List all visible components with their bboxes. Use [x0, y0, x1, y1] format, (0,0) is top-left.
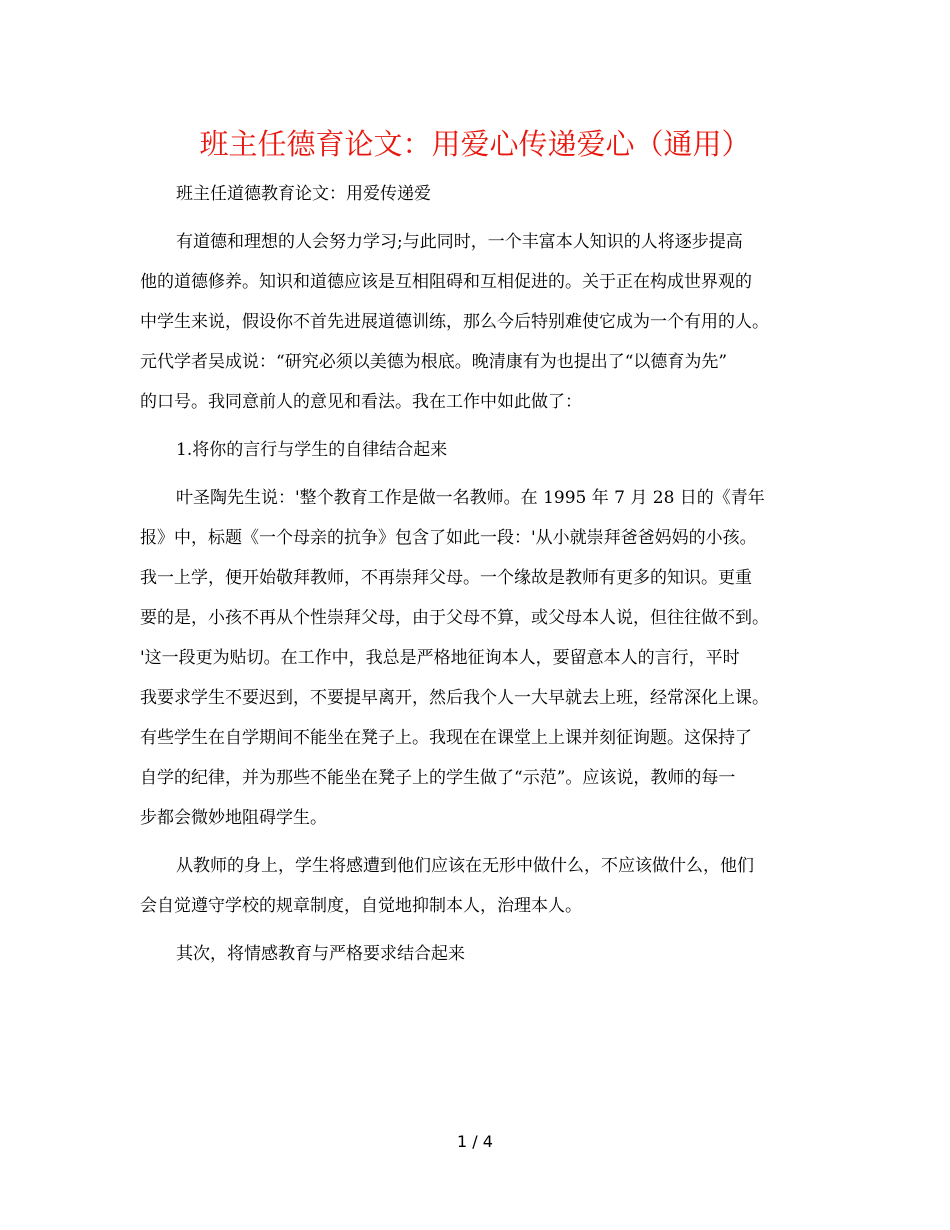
text-line: 要的是，小孩不再从个性崇拜父母，由于父母不算，或父母本人说，但往往做不到。 [140, 608, 769, 628]
page-number: 1 / 4 [457, 1132, 493, 1151]
text-line: 其次，将情感教育与严格要求结合起来 [176, 944, 465, 964]
document-title: 班主任德育论文：用爱心传递爱心（通用） [199, 127, 751, 161]
text-line: 报》中，标题《一个母亲的抗争》包含了如此一段：'从小就崇拜爸爸妈妈的小孩。 [140, 528, 757, 548]
text-line: 从教师的身上，学生将感遭到他们应该在无形中做什么，不应该做什么，他们 [176, 856, 754, 876]
section-heading-1 [140, 430, 810, 470]
text-line: 自学的纪律，并为那些不能坐在凳子上的学生做了“示范”。应该说，教师的每一 [140, 768, 736, 788]
section-heading-2 [140, 934, 810, 974]
paragraph-1 [140, 222, 810, 422]
text-line: 他的道德修养。知识和道德应该是互相阻碍和互相促进的。关于正在构成世界观的 [140, 272, 752, 292]
text-line: 我一上学，便开始敬拜教师，不再崇拜父母。一个缘故是教师有更多的知识。更重 [140, 568, 752, 588]
text-line: 中学生来说，假设你不首先进展道德训练，那么今后特别难使它成为一个有用的人。 [140, 312, 769, 332]
text-line: 我要求学生不要迟到，不要提早离开，然后我个人一大早就去上班，经常深化上课。 [140, 688, 769, 708]
text-line: 有道德和理想的人会努力学习;与此同时，一个丰富本人知识的人将逐步提高 [176, 232, 743, 252]
text-line: 会自觉遵守学校的规章制度，自觉地抑制本人，治理本人。 [140, 896, 582, 916]
text-line: 叶圣陶先生说：'整个教育工作是做一名教师。在 1995 年 7 月 28 日的《青年 [176, 488, 765, 508]
text-line: 元代学者吴成说：“研究必须以美德为根底。晚清康有为也提出了“以德育为先” [140, 352, 728, 372]
paragraph-2 [140, 478, 810, 838]
text-line: 1.将你的言行与学生的自律结合起来 [176, 440, 448, 460]
subtitle: 班主任道德教育论文：用爱传递爱 [176, 184, 431, 204]
paragraph-3 [140, 846, 810, 926]
document-body [140, 174, 810, 974]
text-line: '这一段更为贴切。在工作中，我总是严格地征询本人，要留意本人的言行，平时 [140, 648, 740, 668]
text-line: 的口号。我同意前人的意见和看法。我在工作中如此做了： [140, 392, 582, 412]
text-line: 有些学生在自学期间不能坐在凳子上。我现在在课堂上上课并刻征询题。这保持了 [140, 728, 752, 748]
text-line: 步都会微妙地阻碍学生。 [140, 808, 327, 828]
